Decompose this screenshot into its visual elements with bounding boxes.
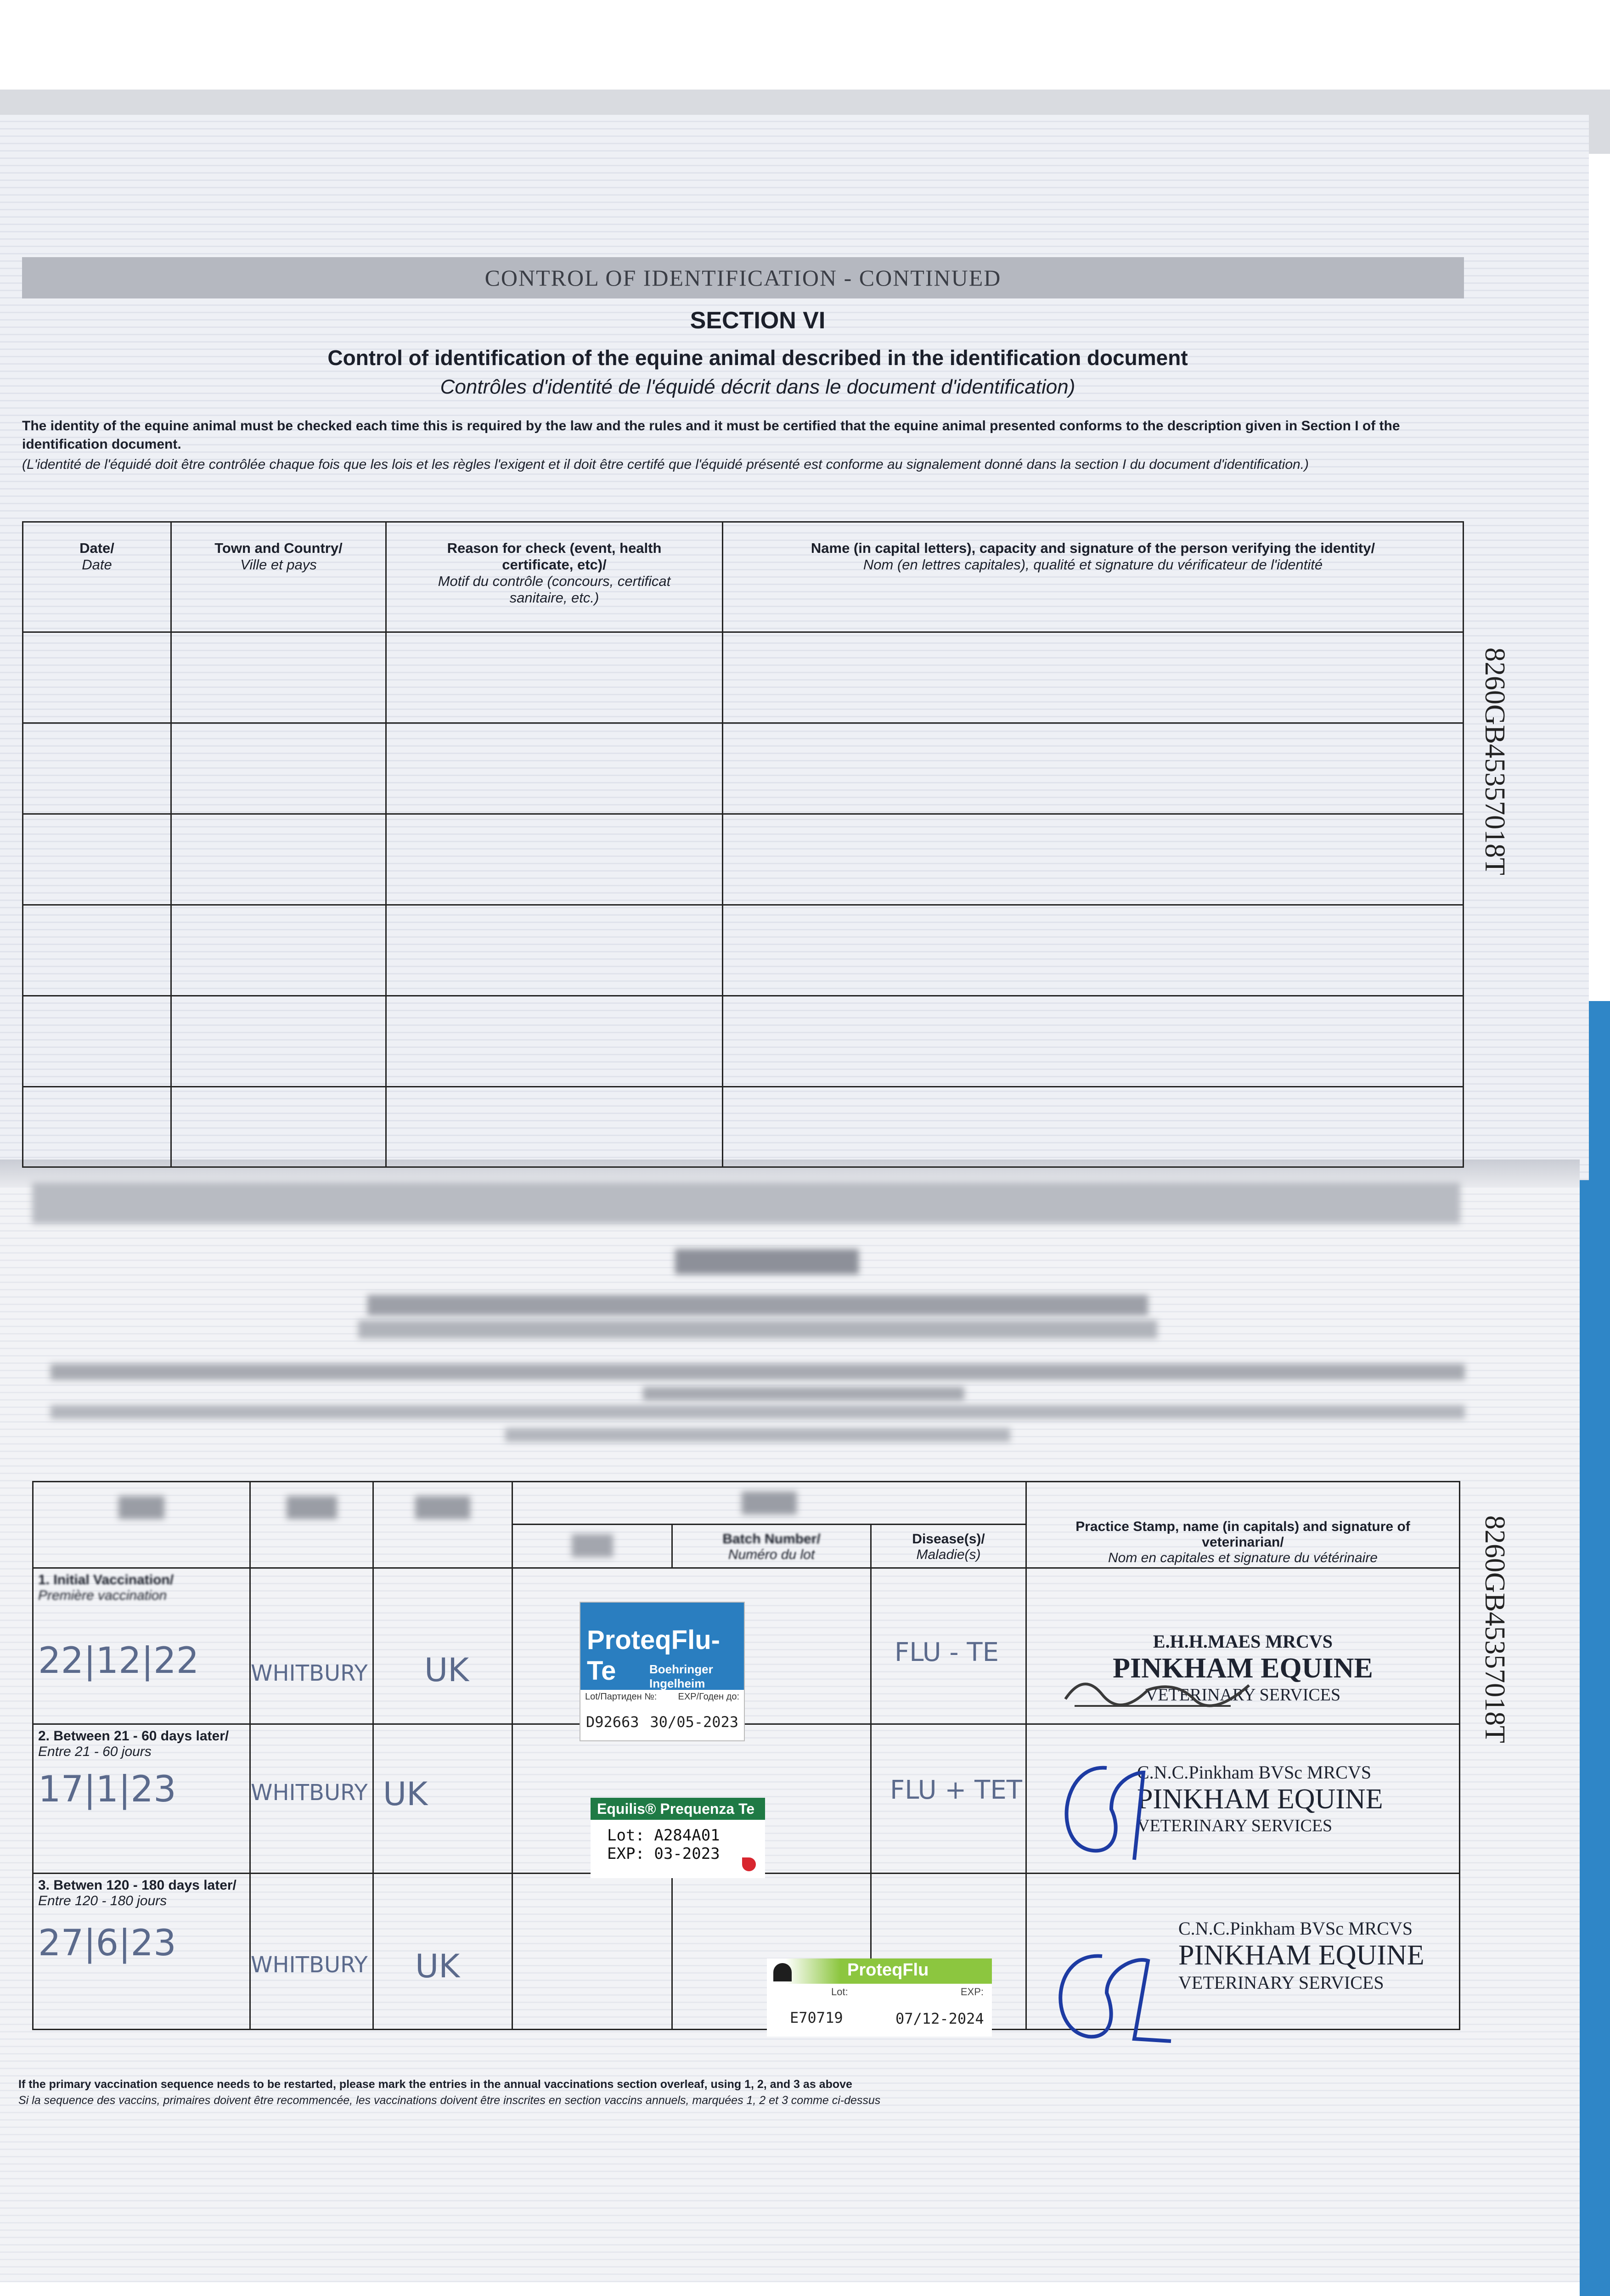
blurred-paragraph: [51, 1364, 1465, 1380]
col-town: Town and Country/ Ville et pays: [171, 522, 386, 632]
blurred-subtitle: [358, 1320, 1157, 1339]
practice-name: PINKHAM EQUINE: [1137, 1784, 1383, 1815]
passport-number-top: 8260GB45357018T: [1479, 647, 1510, 875]
vaccine-sticker-1: ProteqFlu-Te Boehringer Ingelheim Lot/Партиден №: EXP/Годен до: D92663 30/05-2023: [580, 1602, 745, 1741]
vet-signature-2: [1042, 1754, 1162, 1874]
vet-signature-3: [1033, 1938, 1180, 2048]
blurred-paragraph: [643, 1387, 964, 1401]
practice-subtitle: VETERINARY SERVICES: [1145, 1685, 1341, 1705]
vaccination-country: UK: [383, 1775, 428, 1813]
title-en: Control of identification of the equine animal described in the identification document: [327, 346, 1188, 370]
blurred-subtitle: [367, 1295, 1148, 1316]
passport-number-bottom: 8260GB45357018T: [1479, 1515, 1510, 1743]
passport-cover-right: [1580, 1001, 1610, 2296]
intro-fr: (L'identité de l'équidé doit être contrôlée chaque fois que les lois et les règles l'exigent et il doit être certifé que l'équidé présenté est conforme au signalement donné dans la section I du document d'identification.): [22, 457, 1309, 472]
vaccination-place: WHITBURY: [251, 1952, 368, 1978]
vet-name: C.N.C.Pinkham BVSc MRCVS: [1137, 1762, 1372, 1783]
vaccination-bar: [32, 1182, 1460, 1224]
table-row: [23, 1087, 1464, 1167]
batch-number: D92663: [585, 1713, 639, 1731]
table-row: [23, 996, 1464, 1087]
blurred-paragraph: [505, 1428, 1010, 1442]
identity-check-table: [22, 521, 1464, 1168]
col-reason: Reason for check (event, health certificate, etc)/ Motif du contrôle (concours, certificat sanitaire, etc.): [386, 522, 723, 632]
practice-name: PINKHAM EQUINE: [1178, 1940, 1424, 1971]
expiry-date: EXP: 03-2023: [607, 1845, 720, 1863]
vaccination-row-2: 2. Between 21 - 60 days later/ Entre 21 - 60 jours 17|1|23 WHITBURY UK FLU + TET C.N.C.Pinkham BVSc MRCVS PINKHAM EQUINE VETERINARY SERVICES: [33, 1724, 1460, 1874]
blurred-paragraph: [51, 1405, 1465, 1419]
vet-name: C.N.C.Pinkham BVSc MRCVS: [1178, 1918, 1413, 1939]
table-row: [23, 814, 1464, 905]
sticker-mark: [742, 1857, 756, 1871]
col-disease: Disease(s)/: [912, 1531, 985, 1547]
vaccination-table: [32, 1481, 1460, 2030]
expiry-date: 30/05-2023: [650, 1713, 739, 1731]
vaccination-date: 27|6|23: [38, 1923, 176, 1964]
title-fr: Contrôles d'identité de l'équidé décrit dans le document d'identification): [440, 376, 1075, 398]
vet-signature-1: [1056, 1662, 1263, 1717]
vaccination-disease: FLU + TET: [890, 1775, 1022, 1805]
practice-name: PINKHAM EQUINE: [1113, 1653, 1373, 1684]
col-batch-fr: Numéro du lot: [728, 1547, 815, 1562]
vaccine-sticker-2: Equilis® Prequenza Te Lot: A284A01 EXP: 03-2023: [591, 1798, 765, 1878]
vaccine-sticker-3: ProteqFlu Lot: EXP: E70719 07/12-2024: [767, 1958, 992, 2037]
vet-name: E.H.H.MAES MRCVS: [1153, 1631, 1333, 1652]
vaccination-place: WHITBURY: [251, 1660, 368, 1686]
col-practice-stamp-fr: Nom en capitales et signature du vétérinaire: [1108, 1550, 1378, 1565]
vaccination-disease: FLU - TE: [895, 1638, 999, 1667]
expiry-date: 07/12-2024: [895, 2010, 984, 2027]
col-verifier: Name (in capital letters), capacity and signature of the person verifying the identity/ Nom (en lettres capitales), qualité et signature du vérificateur de l'identité: [723, 522, 1464, 632]
vaccination-date: 17|1|23: [38, 1769, 176, 1810]
col-disease-fr: Maladie(s): [916, 1547, 981, 1562]
vaccination-row-1: 1. Initial Vaccination/ Première vaccination 22|12|22 WHITBURY UK FLU - TE E.H.H.MAES MRCVS PINKHAM EQUINE VETERINARY SERVICES: [33, 1568, 1460, 1724]
vaccination-country: UK: [424, 1651, 469, 1689]
blurred-section-title: [675, 1249, 859, 1274]
vaccination-place: WHITBURY: [251, 1780, 368, 1806]
vaccination-country: UK: [415, 1947, 460, 1985]
table-row: [23, 632, 1464, 723]
vaccination-row-3: 3. Betwen 120 - 180 days later/ Entre 120 - 180 jours 27|6|23 WHITBURY UK C.N.C.Pinkham BVSc MRCVS PINKHAM EQUINE VETERINARY SERVICES: [33, 1874, 1460, 2030]
footnote-en: If the primary vaccination sequence needs to be restarted, please mark the entries in the annual vaccinations section overleaf, using 1, 2, and 3 as above: [18, 2078, 852, 2091]
col-batch: Batch Number/: [722, 1531, 821, 1547]
intro-en: The identity of the equine animal must be checked each time this is required by the law and the rules and it must be certified that the equine animal presented conforms to the description given in Section I of the identification document.: [22, 418, 1400, 452]
section-title: SECTION VI: [690, 307, 826, 334]
table-row: [23, 905, 1464, 996]
footnote-fr: Si la sequence des vaccins, primaires doivent être recommencée, les vaccinations doivent être inscrites en section vaccins annuels, marquées 1, 2 et 3 comme ci-dessus: [18, 2094, 881, 2107]
col-date: Date/ Date: [23, 522, 171, 632]
practice-subtitle: VETERINARY SERVICES: [1178, 1972, 1384, 1993]
control-bar-title: CONTROL OF IDENTIFICATION - CONTINUED: [22, 257, 1464, 298]
batch-number: Lot: A284A01: [607, 1826, 720, 1845]
table-row: [23, 723, 1464, 814]
vaccination-date: 22|12|22: [38, 1640, 199, 1682]
practice-subtitle: VETERINARY SERVICES: [1137, 1816, 1333, 1835]
col-practice-stamp: Practice Stamp, name (in capitals) and signature of veterinarian/: [1075, 1519, 1410, 1550]
batch-number: E70719: [790, 2009, 843, 2026]
